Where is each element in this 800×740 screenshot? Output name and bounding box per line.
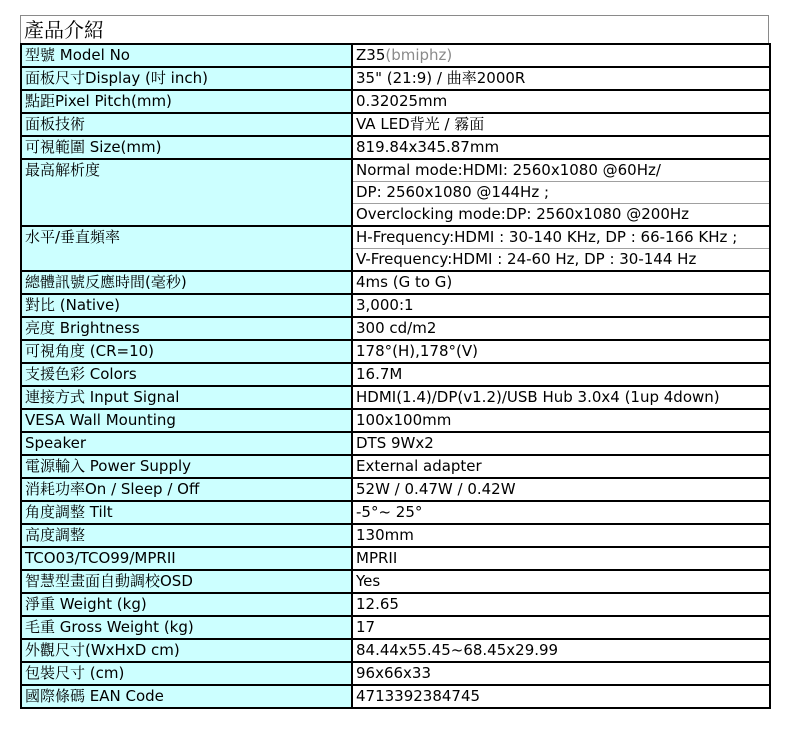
- spec-value-text: Z35: [356, 46, 386, 64]
- spec-row: [21, 662, 770, 685]
- spec-value-text: 16.7M: [356, 365, 403, 383]
- spec-value: [353, 318, 769, 339]
- spec-label: 型號 Model No: [21, 44, 352, 67]
- spec-value-text: Overclocking mode:DP: 2560x1080 @200Hz: [356, 205, 690, 223]
- spec-value-text: 300 cd/m2: [356, 319, 437, 337]
- spec-row: [21, 340, 770, 363]
- spec-value: [353, 456, 769, 477]
- spec-value-text: 178°(H),178°(V): [356, 342, 478, 360]
- spec-label: 智慧型畫面自動調校OSD: [21, 570, 352, 593]
- spec-value: [353, 410, 769, 431]
- spec-label: 角度調整 Tilt: [21, 501, 352, 524]
- spec-value-text: 4713392384745: [356, 687, 481, 705]
- spec-value-suffix: (bmiphz): [385, 46, 453, 64]
- spec-value: [353, 45, 769, 66]
- spec-value-cell: [352, 616, 770, 639]
- spec-value-cell: [352, 409, 770, 432]
- spec-label: 可視角度 (CR=10): [21, 340, 352, 363]
- spec-label: 面板尺寸Display (吋 inch): [21, 67, 352, 90]
- spec-value-cell: [352, 226, 770, 271]
- spec-value: [353, 227, 769, 248]
- spec-label: 最高解析度: [21, 159, 352, 226]
- spec-row: [21, 226, 770, 271]
- spec-value: [353, 548, 769, 569]
- spec-value-cell: [352, 662, 770, 685]
- spec-value: [353, 686, 769, 707]
- spec-value-text: DTS 9Wx2: [356, 434, 434, 452]
- spec-value: [353, 663, 769, 684]
- spec-row: [21, 524, 770, 547]
- spec-value: [353, 571, 769, 592]
- spec-value-cell: [352, 524, 770, 547]
- spec-value-cell: [352, 478, 770, 501]
- spec-row: [21, 317, 770, 340]
- spec-value-text: H-Frequency:HDMI : 30-140 KHz, DP : 66-166 KHz ;: [356, 228, 738, 246]
- spec-label: Speaker: [21, 432, 352, 455]
- spec-label: 水平/垂直頻率: [21, 226, 352, 271]
- spec-value: [353, 387, 769, 408]
- spec-row: [21, 363, 770, 386]
- spec-value-cell: [352, 386, 770, 409]
- spec-row: [21, 593, 770, 616]
- spec-value: [353, 160, 769, 181]
- spec-value-text: 12.65: [356, 595, 399, 613]
- spec-value-cell: [352, 340, 770, 363]
- spec-value-cell: [352, 136, 770, 159]
- spec-value-text: 4ms (G to G): [356, 273, 453, 291]
- spec-value-cell: [352, 44, 770, 67]
- spec-row: [21, 547, 770, 570]
- spec-value-cell: [352, 593, 770, 616]
- spec-value-text: 100x100mm: [356, 411, 452, 429]
- spec-label: 毛重 Gross Weight (kg): [21, 616, 352, 639]
- spec-value: [353, 341, 769, 362]
- spec-value: [353, 203, 769, 225]
- spec-row: [21, 159, 770, 226]
- spec-value: [353, 68, 769, 89]
- spec-row: [21, 136, 770, 159]
- spec-row: [21, 639, 770, 662]
- spec-value: [353, 364, 769, 385]
- spec-value-cell: [352, 432, 770, 455]
- spec-value: [353, 640, 769, 661]
- spec-value-text: V-Frequency:HDMI : 24-60 Hz, DP : 30-144 Hz: [356, 250, 697, 268]
- spec-label: TCO03/TCO99/MPRII: [21, 547, 352, 570]
- spec-value-text: HDMI(1.4)/DP(v1.2)/USB Hub 3.0x4 (1up 4down): [356, 388, 720, 406]
- spec-row: [21, 90, 770, 113]
- spec-value-cell: [352, 271, 770, 294]
- spec-row: [21, 409, 770, 432]
- spec-value-text: -5°~ 25°: [356, 503, 423, 521]
- spec-row: [21, 570, 770, 593]
- spec-value: [353, 272, 769, 293]
- spec-value-text: MPRII: [356, 549, 398, 567]
- spec-value: [353, 114, 769, 135]
- spec-value: [353, 137, 769, 158]
- spec-value-text: 52W / 0.47W / 0.42W: [356, 480, 516, 498]
- spec-value-cell: [352, 639, 770, 662]
- spec-table: [20, 43, 771, 709]
- spec-row: [21, 685, 770, 708]
- spec-row: [21, 501, 770, 524]
- spec-value-cell: [352, 363, 770, 386]
- spec-value: [353, 295, 769, 316]
- spec-value-text: 0.32025mm: [356, 92, 448, 110]
- spec-value-text: VA LED背光 / 霧面: [356, 115, 485, 133]
- spec-label: 高度調整: [21, 524, 352, 547]
- spec-label: 總體訊號反應時間(毫秒): [21, 271, 352, 294]
- spec-table-body: [21, 44, 770, 708]
- spec-value: [353, 594, 769, 615]
- spec-row: [21, 67, 770, 90]
- spec-value-cell: [352, 570, 770, 593]
- spec-row: [21, 455, 770, 478]
- spec-label: 包裝尺寸 (cm): [21, 662, 352, 685]
- spec-value-cell: [352, 501, 770, 524]
- spec-label: 點距Pixel Pitch(mm): [21, 90, 352, 113]
- spec-value: [353, 525, 769, 546]
- spec-value-text: 84.44x55.45~68.45x29.99: [356, 641, 559, 659]
- spec-label: 連接方式 Input Signal: [21, 386, 352, 409]
- spec-row: [21, 44, 770, 67]
- spec-value-text: Normal mode:HDMI: 2560x1080 @60Hz/: [356, 161, 661, 179]
- spec-value-text: DP: 2560x1080 @144Hz ;: [356, 183, 550, 201]
- spec-value: [353, 91, 769, 112]
- spec-title: 產品介紹: [20, 15, 769, 43]
- spec-value-cell: [352, 685, 770, 708]
- spec-row: [21, 271, 770, 294]
- spec-value-text: 17: [356, 618, 376, 636]
- spec-value-text: 35" (21:9) / 曲率2000R: [356, 69, 526, 87]
- spec-value-cell: [352, 455, 770, 478]
- spec-value-text: 130mm: [356, 526, 414, 544]
- spec-value-cell: [352, 90, 770, 113]
- spec-label: 消耗功率On / Sleep / Off: [21, 478, 352, 501]
- spec-label: VESA Wall Mounting: [21, 409, 352, 432]
- spec-value-cell: [352, 317, 770, 340]
- spec-label: 支援色彩 Colors: [21, 363, 352, 386]
- spec-value-cell: [352, 294, 770, 317]
- spec-value: [353, 248, 769, 270]
- spec-value-text: External adapter: [356, 457, 482, 475]
- spec-value: [353, 433, 769, 454]
- spec-label: 面板技術: [21, 113, 352, 136]
- spec-value-cell: [352, 113, 770, 136]
- spec-value-cell: [352, 547, 770, 570]
- spec-value-text: Yes: [356, 572, 381, 590]
- spec-row: [21, 386, 770, 409]
- spec-value: [353, 181, 769, 203]
- spec-value-text: 819.84x345.87mm: [356, 138, 500, 156]
- spec-row: [21, 113, 770, 136]
- spec-value: [353, 617, 769, 638]
- spec-row: [21, 616, 770, 639]
- spec-row: [21, 294, 770, 317]
- spec-row: [21, 478, 770, 501]
- spec-label: 淨重 Weight (kg): [21, 593, 352, 616]
- spec-value-text: 3,000:1: [356, 296, 414, 314]
- product-spec-sheet: [20, 15, 769, 709]
- spec-value-cell: [352, 159, 770, 226]
- spec-value-cell: [352, 67, 770, 90]
- spec-label: 亮度 Brightness: [21, 317, 352, 340]
- spec-value: [353, 502, 769, 523]
- spec-label: 對比 (Native): [21, 294, 352, 317]
- spec-label: 電源輸入 Power Supply: [21, 455, 352, 478]
- spec-value: [353, 479, 769, 500]
- spec-label: 國際條碼 EAN Code: [21, 685, 352, 708]
- spec-value-text: 96x66x33: [356, 664, 432, 682]
- spec-label: 可視範圍 Size(mm): [21, 136, 352, 159]
- spec-row: [21, 432, 770, 455]
- spec-label: 外觀尺寸(WxHxD cm): [21, 639, 352, 662]
